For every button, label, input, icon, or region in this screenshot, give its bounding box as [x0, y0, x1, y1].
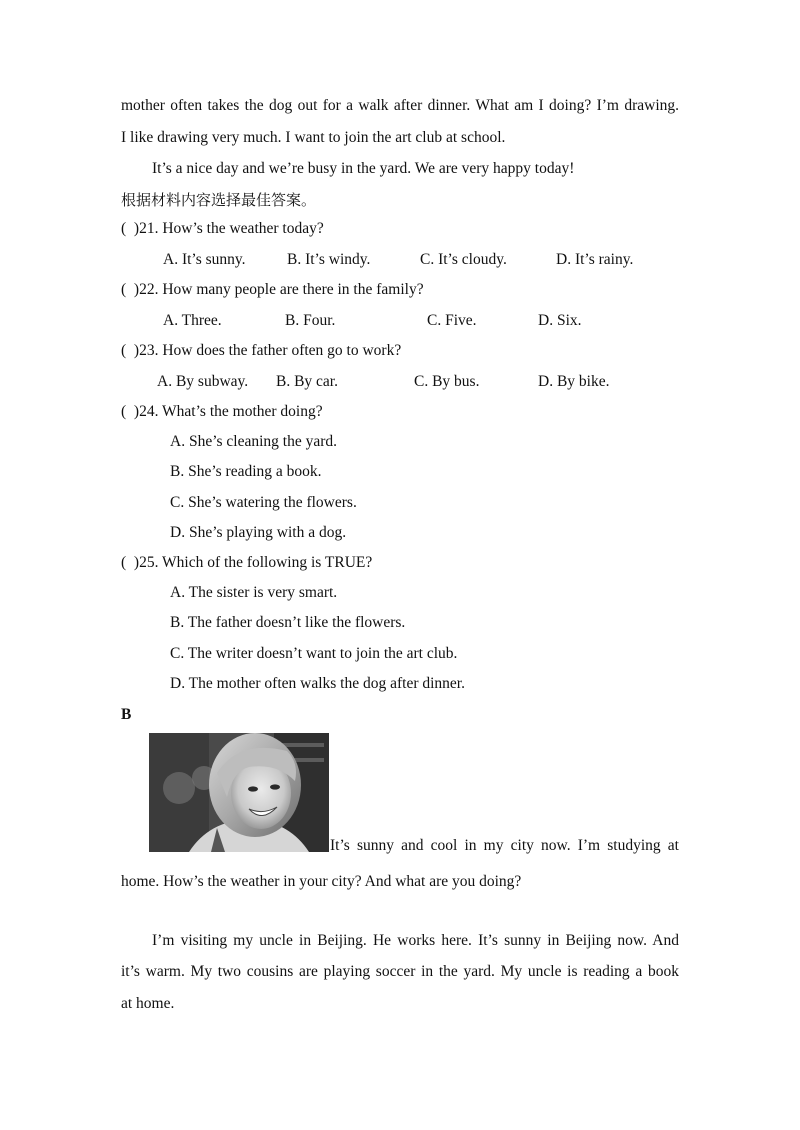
question-24-option-a[interactable]: A. She’s cleaning the yard. [170, 433, 338, 450]
question-22-option-b[interactable]: B. Four. [285, 312, 336, 329]
question-22-option-c[interactable]: C. Five. [427, 312, 477, 329]
question-25-option-a[interactable]: A. The sister is very smart. [170, 584, 338, 601]
question-24-option-c[interactable]: C. She’s watering the flowers. [170, 494, 357, 511]
question-23-option-b[interactable]: B. By car. [276, 373, 338, 390]
instruction-text: 根据材料内容选择最佳答案。 [121, 191, 317, 209]
question-21-option-a[interactable]: A. It’s sunny. [163, 251, 246, 268]
question-22-option-d[interactable]: D. Six. [538, 312, 582, 329]
question-25-option-d[interactable]: D. The mother often walks the dog after dinner. [170, 675, 465, 692]
question-25-option-b[interactable]: B. The father doesn’t like the flowers. [170, 614, 406, 631]
question-23-option-a[interactable]: A. By subway. [157, 373, 249, 390]
question-23-stem: ( )23. How does the father often go to work? [121, 342, 402, 359]
question-23-option-c[interactable]: C. By bus. [414, 373, 480, 390]
question-22-option-a[interactable]: A. Three. [163, 312, 222, 329]
question-24-stem: ( )24. What’s the mother doing? [121, 403, 323, 420]
question-25-stem: ( )25. Which of the following is TRUE? [121, 554, 373, 571]
question-25-option-c[interactable]: C. The writer doesn’t want to join the art club. [170, 645, 458, 662]
question-23-option-d[interactable]: D. By bike. [538, 373, 610, 390]
question-24-option-d[interactable]: D. She’s playing with a dog. [170, 524, 347, 541]
question-21-option-d[interactable]: D. It’s rainy. [556, 251, 634, 268]
question-21-stem: ( )21. How’s the weather today? [121, 220, 324, 237]
question-21-option-b[interactable]: B. It’s windy. [287, 251, 371, 268]
letter-1-line-1: It’s sunny and cool in my city now. I’m studying at [330, 837, 679, 854]
question-22-stem: ( )22. How many people are there in the family? [121, 281, 424, 298]
letter-2-line-2: it’s warm. My two cousins are playing soccer in the yard. My uncle is reading a book [121, 963, 679, 980]
question-24-option-b[interactable]: B. She’s reading a book. [170, 463, 322, 480]
girl-portrait-photo [149, 733, 329, 852]
section-b-heading: B [121, 706, 132, 723]
passage-a-line-1: mother often takes the dog out for a walk after dinner. What am I doing? I’m drawing. [121, 97, 679, 114]
letter-2-line-1: I’m visiting my uncle in Beijing. He works here. It’s sunny in Beijing now. And [152, 932, 679, 949]
passage-a-line-2: I like drawing very much. I want to join the art club at school. [121, 129, 506, 146]
question-21-option-c[interactable]: C. It’s cloudy. [420, 251, 507, 268]
passage-a-line-3: It’s a nice day and we’re busy in the yard. We are very happy today! [152, 160, 575, 177]
letter-1-line-2: home. How’s the weather in your city? And what are you doing? [121, 873, 522, 890]
letter-2-line-3: at home. [121, 995, 175, 1012]
